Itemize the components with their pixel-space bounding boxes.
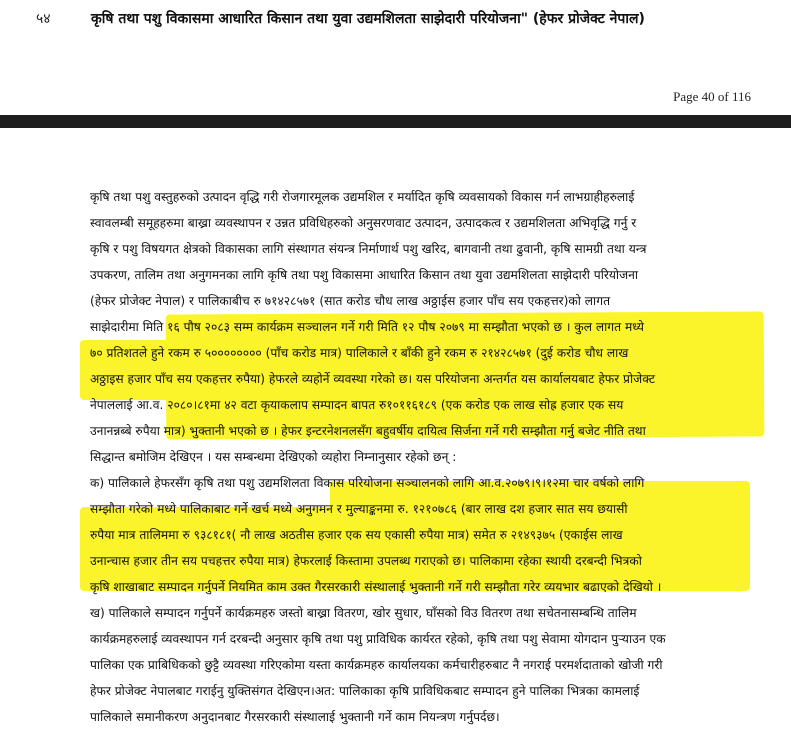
text-line: उनानन्नब्बे रुपैया मात्र) भुक्तानी भएको छ । हेफर इन्टरनेशनलसँग बहुवर्षीय दायित्व सिर्जना गर्ने गरी सम्झौता गर्नु बजेट नीति तथा — [90, 424, 646, 438]
page-number: Page 40 of 116 — [673, 89, 751, 104]
text-line: कृषि र पशु विषयगत क्षेत्रको विकासका लागि संस्थागत संयन्त्र निर्माणार्थ पशु खरिद, बागवानी तथा ढुवानी, कृषि सामग्री तथा यन्त्र — [90, 242, 647, 256]
paragraph-1 — [90, 184, 780, 470]
text-line: (हेफर प्रोजेक्ट नेपाल) र पालिकाबीच रु ७१४२८५७१ (सात करोड चौध लाख अठ्ठाईस हजार पाँच सय एकहत्तर)को लागत — [90, 294, 611, 308]
text-line: उनान्चास हजार तीन सय पचहत्तर रुपैया मात्र) हेफरलाई किस्तामा उपलब्ध गराएको छ। पालिकामा रहेका स्थायी दरबन्दी भित्रको — [90, 554, 642, 568]
text-line: उपकरण, तालिम तथा अनुगमनका लागि कृषि तथा पशु विकासमा आधारित किसान तथा युवा उद्यमशिलता साझेदारी परियोजना — [90, 268, 639, 282]
text-line: ख) पालिकाले सम्पादन गर्नुपर्ने कार्यक्रमहरु जस्तो बाख्रा वितरण, खोर सुधार, घाँसको विउ वितरण तथा सचेतनासम्बन्धि तालिम — [90, 606, 637, 620]
item-kha — [90, 600, 780, 730]
text-line: ७० प्रतिशतले हुने रकम रु ५०००००००० (पाँच करोड मात्र) पालिकाले र बाँकी हुने रकम रु २१४२८५७१ (दुई करोड चौध लाख — [90, 346, 629, 360]
text-line: कार्यक्रमहरुलाई व्यवस्थापन गर्न दरबन्दी अनुसार कृषि तथा पशु प्राविधिक कार्यरत रहेको, कृषि तथा पशु सेवामा योगदान पुर्‍याउन एक — [90, 632, 666, 646]
text-line: पालिकाले समानीकरण अनुदानबाट गैरसरकारी संस्थालाई भुक्तानी गर्ने काम नियन्त्रण गर्नुपर्दछ। — [90, 710, 500, 724]
header-title: कृषि तथा पशु विकासमा आधारित किसान तथा युवा उद्यमशिलता साझेदारी परियोजना" (हेफर प्रोजेक्ट नेपाल) — [91, 11, 645, 27]
item-ka — [90, 470, 780, 600]
text-line: क) पालिकाले हेफरसँग कृषि तथा पशु उद्यमशिलता विकास परियोजना सञ्चालनको लागि आ.व.२०७९।९।१२मा चार वर्षको लागि — [90, 476, 645, 490]
divider-bar — [0, 115, 791, 128]
text-line: कृषि शाखाबाट सम्पादन गर्नुपर्ने नियमित काम उक्त गैरसरकारी संस्थालाई भुक्तानी गर्ने गरी सम्झौता गरेर व्ययभार बढाएको देखियो । — [90, 580, 662, 594]
text-line: रुपैया मात्र तालिममा रु ९३८१८१( नौ लाख अठतीस हजार एक सय एकासी रुपैया मात्र) समेत रु २१४९३७५ (एकाईस लाख — [90, 528, 623, 542]
text-line: सिद्धान्त बमोजिम देखिएन । यस सम्बन्धमा देखिएको व्यहोरा निम्नानुसार रहेको छन् : — [90, 450, 457, 464]
text-line: हेफर प्रोजेक्ट नेपालबाट गराईनु युक्तिसंगत देखिएन।अत: पालिकाका कृषि प्राविधिकबाट सम्पादन हुने पालिका भित्रका कामलाई — [90, 684, 640, 698]
text-line: साझेदारीमा मिति १६ पौष २०८३ सम्म कार्यक्रम सञ्चालन गर्ने गरी मिति १२ पौष २०७९ मा सम्झौता भएको छ । कुल लागत मध्ये — [90, 320, 644, 334]
document-body — [90, 184, 780, 730]
header-number: ५४ — [36, 11, 51, 27]
text-line: सम्झौता गरेको मध्ये पालिकाबाट गर्ने खर्च मध्ये अनुगमन र मुल्याङ्कनमा रु. १२१०७८६ (बार लाख दश हजार सात सय छयासी — [90, 502, 628, 516]
text-line: अठ्ठाइस हजार पाँच सय एकहत्तर रुपैया) हेफरले व्यहोर्ने व्यवस्था गरेको छ। यस परियोजना अन्तर्गत यस कार्यालयबाट हेफर प्रोजेक्ट — [90, 372, 655, 386]
text-line: पालिका एक प्राबिधिकको छुट्टै व्यवस्था गरिएकोमा यस्ता कार्यक्रमहरु कार्यालयका कर्मचारीहरुबाट नै नगराई परमर्शदाताको खोजी गरी — [90, 658, 663, 672]
text-line: नेपाललाई आ.व. २०८०।८१मा ४२ वटा कृयाकलाप सम्पादन बापत रु१०११६१८९ (एक करोड एक लाख सोह्र हजार एक सय — [90, 398, 624, 412]
text-line: स्वावलम्बी समूहहरुमा बाख्रा व्यवस्थापन र उन्नत प्रविधिहरुको अनुसरणवाट उत्पादन, उत्पादकत्व र उद्यमशिलता अभिवृद्धि गर्नु र — [90, 216, 637, 230]
text-line: कृषि तथा पशु वस्तुहरुको उत्पादन वृद्धि गरी रोजगारमूलक उद्यमशिल र मर्यादित कृषि व्यवसायको विकास गर्न लाभग्राहीहरुलाई — [90, 190, 635, 204]
